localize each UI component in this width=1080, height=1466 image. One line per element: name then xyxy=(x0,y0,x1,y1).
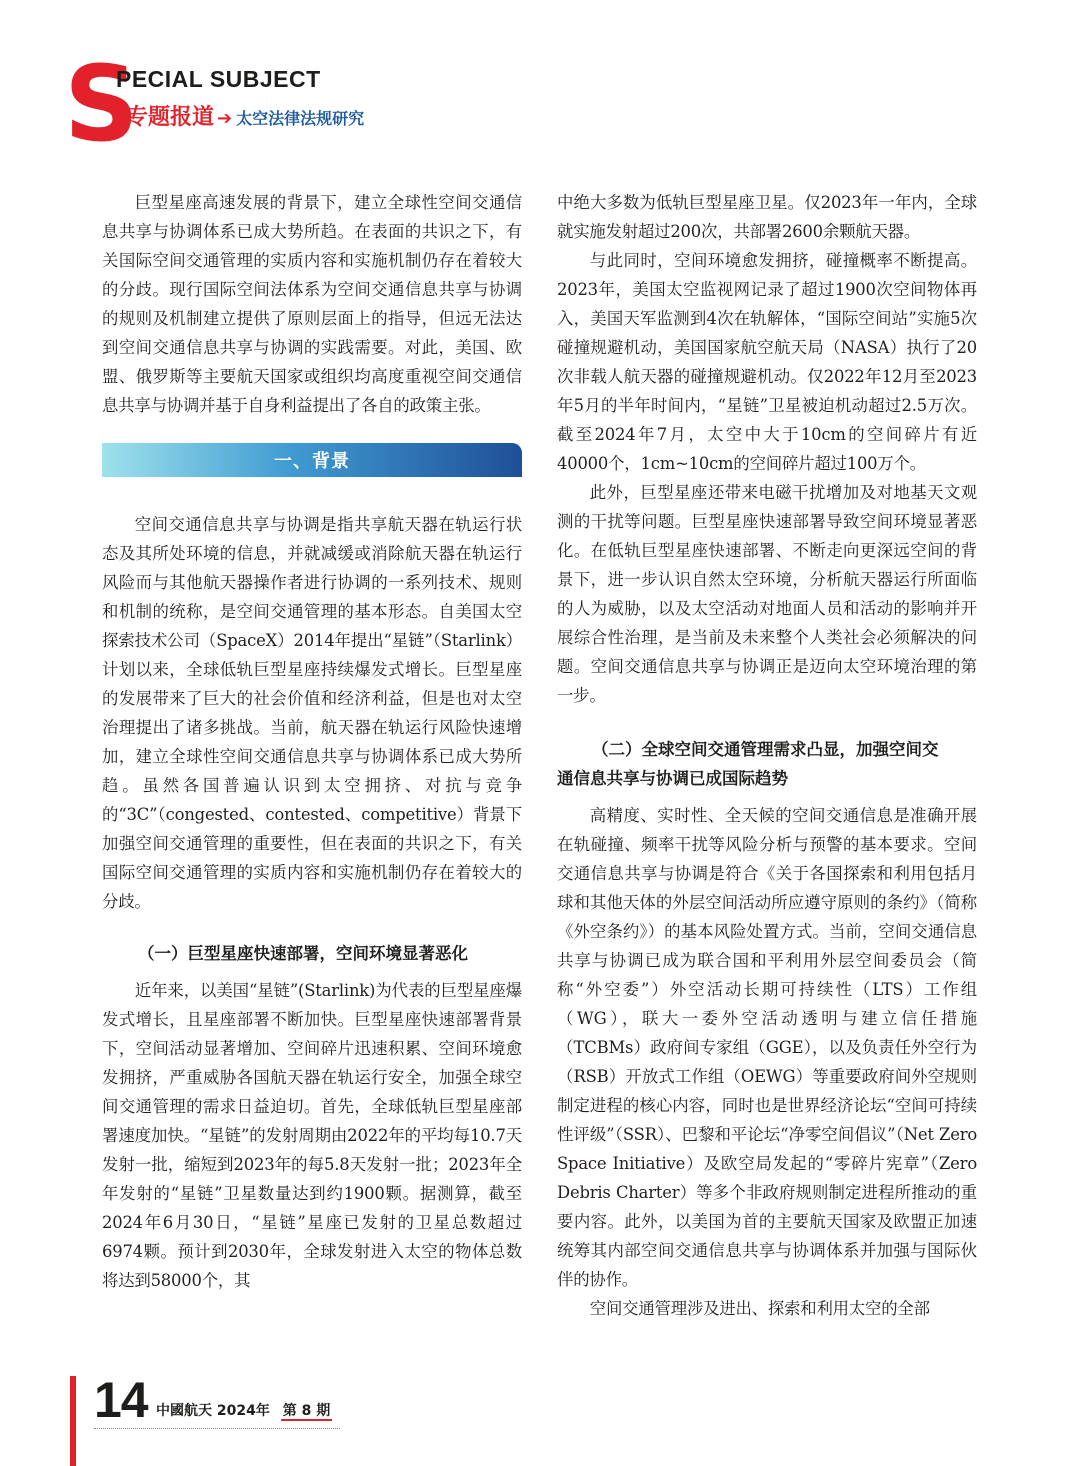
magazine-year: 2024年 xyxy=(216,1403,270,1419)
closing-paragraph: 空间交通管理涉及进出、探索和利用太空的全部 xyxy=(589,1299,930,1318)
subheading-2-line1: （二）全球空间交通管理需求凸显，加强空间交 xyxy=(592,740,939,759)
info-sharing-paragraph: 高精度、实时性、全天候的空间交通信息是准确开展在轨碰撞、频率干扰等风险分析与预警的基本要求。空间交通信息共享与协调是符合《关于各国探索和利用包括月球和其他天体的外层空间活动所应遵守原则的条约》（简称《外空条约》）的基本风险处置方式。当前，空间交通信息共享与协调已成为联合国和平利用外层空间委员会（简称“外空委”）外空活动长期可持续性（LTS）工作组（WG），联大一委外空活动透明与建立信任措施（TCBMs）政府间专家组（GGE），以及负责任外空行为（RSB）开放式工作组（OEWG）等重要政府间外空规则制定进程的核心内容，同时也是世界经济论坛“空间可持续性评级”（SSR）、巴黎和平论坛“净零空间倡议”（Net Zero Space Initiative）及欧空局发起的“零碎片宪章”（Zero Debris Charter）等多个非政府规则制定进程所推动的重要内容。此外，以美国为首的主要航天国家及欧盟正加速统筹其内部空间交通信息共享与协调体系并加强与国际伙伴的协作。 xyxy=(557,806,977,1289)
continued-paragraph: 中绝大多数为低轨巨型星座卫星。仅2023年一年内，全球就实施发射超过200次，共部署2600余颗航天器。 xyxy=(557,193,977,241)
subheading-1: （一）巨型星座快速部署，空间环境显著恶化 xyxy=(138,944,468,963)
subject-logo-letter: S xyxy=(64,43,139,165)
magazine-info xyxy=(156,1400,332,1420)
subheading-2 xyxy=(557,735,977,793)
section-banner xyxy=(102,443,522,477)
section-breadcrumb xyxy=(126,100,364,131)
interference-paragraph: 此外，巨型星座还带来电磁干扰增加及对地基天文观测的干扰等问题。巨型星座快速部署导致空间环境显著恶化。在低轨巨型星座快速部署、不断走向更深远空间的背景下，进一步认识自然太空环境，分析航天器运行所面临的人为威胁，以及太空活动对地面人员和活动的影响并开展综合性治理，是当前及未来整个人类社会必须解决的问题。空间交通信息共享与协调正是迈向太空环境治理的第一步。 xyxy=(557,483,977,705)
section-title: 专题报道 xyxy=(126,105,215,130)
intro-paragraph: 巨型星座高速发展的背景下，建立全球性空间交通信息共享与协调体系已成大势所趋。在表面的共识之下，有关国际空间交通管理的实质内容和实施机制仍存在着较大的分歧。现行国际空间法体系为空间交通信息共享与协调的规则及机制建立提供了原则层面上的指导，但远无法达到空间交通信息共享与协调的实践需要。对此，美国、欧盟、俄罗斯等主要航天国家或组织均高度重视空间交通信息共享与协调并基于自身利益提出了各自的政策主张。 xyxy=(102,193,522,415)
right-column xyxy=(557,188,977,1323)
congestion-paragraph: 与此同时，空间环境愈发拥挤，碰撞概率不断提高。2023年，美国太空监视网记录了超过1900次空间物体再入，美国天军监测到4次在轨解体，“国际空间站”实施5次碰撞规避机动，美国国家航空航天局（NASA）执行了20次非载人航天器的碰撞规避机动。仅2022年12月至2023年5月的半年时间内，“星链”卫星被迫机动超过2.5万次。截至2024年7月，太空中大于10cm的空间碎片有近40000个，1cm~10cm的空间碎片超过100万个。 xyxy=(557,251,977,473)
page-number: 14 xyxy=(94,1372,148,1428)
magazine-issue: 第 8 期 xyxy=(282,1403,331,1419)
background-paragraph: 空间交通信息共享与协调是指共享航天器在轨运行状态及其所处环境的信息，并就减缓或消除航天器在轨运行风险而与其他航天器操作者进行协调的一系列技术、规则和机制的统称，是空间交通管理的基本形态。自美国太空探索技术公司（SpaceX）2014年提出“星链”（Starlink）计划以来，全球低轨巨型星座持续爆发式增长。巨型星座的发展带来了巨大的社会价值和经济利益，但是也对太空治理提出了诸多挑战。当前，航天器在轨运行风险快速增加，建立全球性空间交通信息共享与协调体系已成大势所趋。虽然各国普遍认识到太空拥挤、对抗与竞争的“3C”（congested、contested、competitive）背景下加强空间交通管理的重要性，但在表面的共识之下，有关国际空间交通管理的实质内容和实施机制仍存在着较大的分歧。 xyxy=(102,515,522,911)
banner-title: 一、背景 xyxy=(274,451,350,472)
section1-paragraph: 近年来，以美国“星链”(Starlink)为代表的巨型星座爆发式增长，且星座部署不断加快。巨型星座快速部署背景下，空间活动显著增加、空间碎片迅速积累、空间环境愈发拥挤，严重威胁各国航天器在轨运行安全，加强全球空间交通管理的需求日益迫切。首先，全球低轨巨型星座部署速度加快。“星链”的发射周期由2022年的平均每10.7天发射一批，缩短到2023年的每5.8天发射一批；2023年全年发射的“星链”卫星数量达到约1900颗。据测算，截至2024年6月30日，“星链”星座已发射的卫星总数超过6974颗。预计到2030年，全球发射进入太空的物体总数将达到58000个，其 xyxy=(102,981,522,1290)
subheading-2-line2: 通信息共享与协调已成国际趋势 xyxy=(557,769,788,788)
left-column xyxy=(102,188,522,1295)
footer-divider xyxy=(94,1428,340,1429)
footer-accent-bar xyxy=(70,1376,76,1466)
subsection-title: 太空法律法规研究 xyxy=(236,109,365,128)
arrow-right-icon: ➔ xyxy=(217,108,233,129)
special-subject-label: PECIAL SUBJECT xyxy=(116,66,321,92)
magazine-name: 中國航天 xyxy=(156,1403,212,1419)
